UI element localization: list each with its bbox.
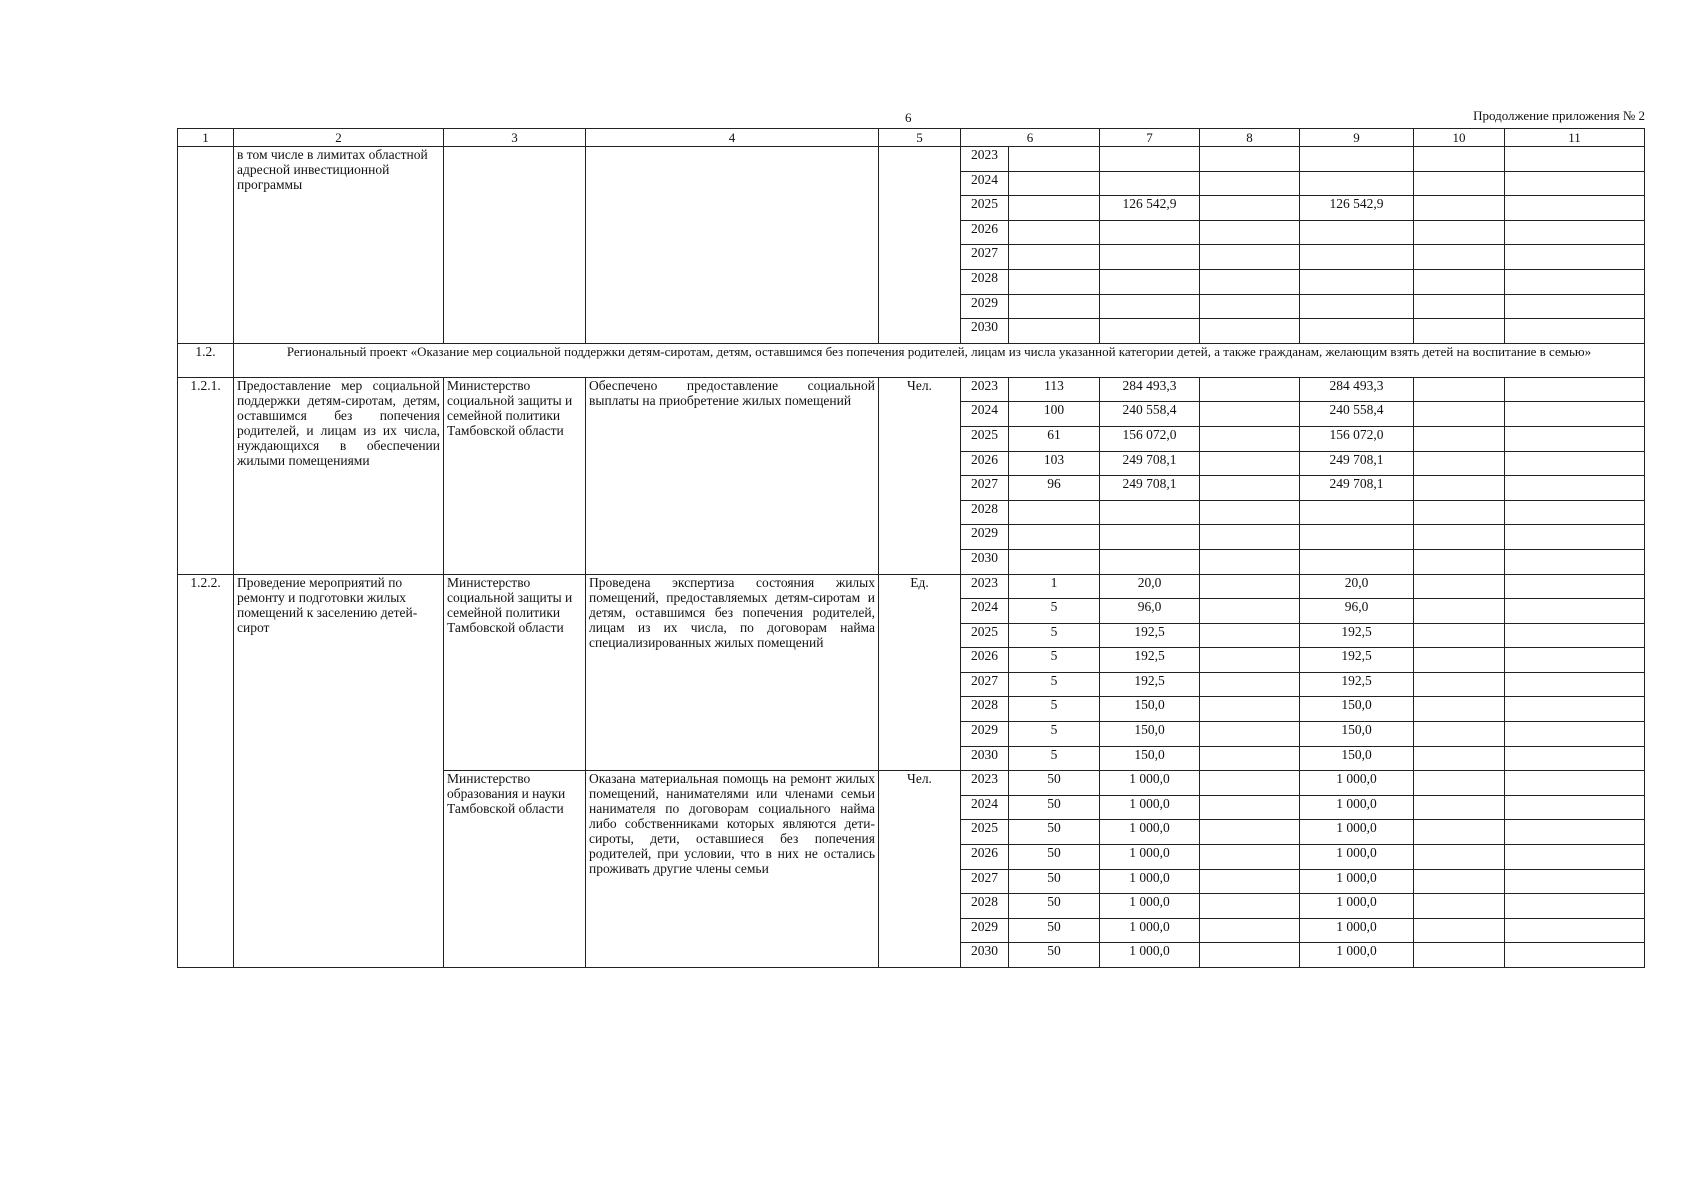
executor-cell: Министерство социальной защиты и семейной политики Тамбовской области bbox=[444, 574, 586, 771]
value-cell-c9 bbox=[1300, 294, 1414, 319]
value-cell-c7 bbox=[1100, 171, 1200, 196]
year-cell: 2025 bbox=[961, 820, 1009, 845]
project-row bbox=[178, 343, 1645, 377]
value-cell-c7: 192,5 bbox=[1100, 648, 1200, 673]
value-cell-c9: 1 000,0 bbox=[1300, 943, 1414, 968]
value-cell-c9 bbox=[1300, 549, 1414, 574]
value-cell-c7: 150,0 bbox=[1100, 697, 1200, 722]
year-cell: 2023 bbox=[961, 147, 1009, 172]
value-cell-c8 bbox=[1200, 672, 1300, 697]
item-name: в том числе в лимитах областной адресной инвестиционной программы bbox=[234, 147, 444, 344]
value-cell-c9: 20,0 bbox=[1300, 574, 1414, 599]
value-cell-c9: 1 000,0 bbox=[1300, 918, 1414, 943]
value-cell-c6 bbox=[1009, 294, 1100, 319]
value-cell-c7: 284 493,3 bbox=[1100, 377, 1200, 402]
executor-cell bbox=[444, 147, 586, 344]
value-cell-c7 bbox=[1100, 294, 1200, 319]
year-cell: 2027 bbox=[961, 245, 1009, 270]
value-cell-c7: 1 000,0 bbox=[1100, 943, 1200, 968]
value-cell-c10 bbox=[1414, 319, 1505, 344]
value-cell-c10 bbox=[1414, 722, 1505, 747]
value-cell-c8 bbox=[1200, 220, 1300, 245]
value-cell-c8 bbox=[1200, 294, 1300, 319]
column-header: 9 bbox=[1300, 129, 1414, 147]
column-header: 8 bbox=[1200, 129, 1300, 147]
value-cell-c8 bbox=[1200, 451, 1300, 476]
value-cell-c11 bbox=[1505, 294, 1645, 319]
value-cell-c6: 61 bbox=[1009, 426, 1100, 451]
value-cell-c7: 249 708,1 bbox=[1100, 476, 1200, 501]
value-cell-c6: 1 bbox=[1009, 574, 1100, 599]
value-cell-c10 bbox=[1414, 820, 1505, 845]
value-cell-c7 bbox=[1100, 500, 1200, 525]
year-cell: 2030 bbox=[961, 549, 1009, 574]
column-header-row bbox=[178, 129, 1645, 147]
value-cell-c11 bbox=[1505, 426, 1645, 451]
value-cell-c10 bbox=[1414, 599, 1505, 624]
value-cell-c9: 1 000,0 bbox=[1300, 820, 1414, 845]
value-cell-c8 bbox=[1200, 894, 1300, 919]
year-cell: 2023 bbox=[961, 771, 1009, 796]
value-cell-c10 bbox=[1414, 220, 1505, 245]
value-cell-c7: 150,0 bbox=[1100, 722, 1200, 747]
value-cell-c11 bbox=[1505, 196, 1645, 221]
value-cell-c6: 50 bbox=[1009, 869, 1100, 894]
year-cell: 2028 bbox=[961, 894, 1009, 919]
table-row bbox=[178, 377, 1645, 402]
value-cell-c6 bbox=[1009, 220, 1100, 245]
value-cell-c8 bbox=[1200, 476, 1300, 501]
value-cell-c11 bbox=[1505, 171, 1645, 196]
item-code: 1.2.2. bbox=[178, 574, 234, 968]
column-header: 1 bbox=[178, 129, 234, 147]
column-header: 6 bbox=[961, 129, 1100, 147]
value-cell-c9: 150,0 bbox=[1300, 697, 1414, 722]
value-cell-c10 bbox=[1414, 648, 1505, 673]
value-cell-c11 bbox=[1505, 549, 1645, 574]
value-cell-c10 bbox=[1414, 795, 1505, 820]
value-cell-c8 bbox=[1200, 648, 1300, 673]
value-cell-c11 bbox=[1505, 574, 1645, 599]
value-cell-c6 bbox=[1009, 245, 1100, 270]
value-cell-c8 bbox=[1200, 795, 1300, 820]
value-cell-c10 bbox=[1414, 476, 1505, 501]
column-header: 3 bbox=[444, 129, 586, 147]
value-cell-c7: 240 558,4 bbox=[1100, 402, 1200, 427]
value-cell-c7: 249 708,1 bbox=[1100, 451, 1200, 476]
year-cell: 2030 bbox=[961, 319, 1009, 344]
page-number: 6 bbox=[905, 110, 912, 125]
result-cell: Обеспечено предоставление социальной выплаты на приобретение жилых помещений bbox=[586, 377, 879, 574]
value-cell-c7 bbox=[1100, 269, 1200, 294]
value-cell-c7: 1 000,0 bbox=[1100, 795, 1200, 820]
value-cell-c10 bbox=[1414, 294, 1505, 319]
table-row bbox=[178, 147, 1645, 172]
value-cell-c7: 1 000,0 bbox=[1100, 894, 1200, 919]
value-cell-c6: 5 bbox=[1009, 623, 1100, 648]
value-cell-c6 bbox=[1009, 171, 1100, 196]
value-cell-c6: 50 bbox=[1009, 845, 1100, 870]
value-cell-c8 bbox=[1200, 245, 1300, 270]
value-cell-c11 bbox=[1505, 697, 1645, 722]
value-cell-c9: 156 072,0 bbox=[1300, 426, 1414, 451]
value-cell-c9: 150,0 bbox=[1300, 746, 1414, 771]
value-cell-c8 bbox=[1200, 943, 1300, 968]
year-cell: 2024 bbox=[961, 599, 1009, 624]
value-cell-c11 bbox=[1505, 648, 1645, 673]
value-cell-c10 bbox=[1414, 869, 1505, 894]
value-cell-c6: 50 bbox=[1009, 795, 1100, 820]
value-cell-c11 bbox=[1505, 820, 1645, 845]
value-cell-c6: 50 bbox=[1009, 894, 1100, 919]
value-cell-c7 bbox=[1100, 245, 1200, 270]
year-cell: 2026 bbox=[961, 648, 1009, 673]
year-cell: 2026 bbox=[961, 845, 1009, 870]
value-cell-c10 bbox=[1414, 196, 1505, 221]
value-cell-c9: 1 000,0 bbox=[1300, 845, 1414, 870]
value-cell-c10 bbox=[1414, 245, 1505, 270]
value-cell-c9: 1 000,0 bbox=[1300, 894, 1414, 919]
result-cell: Проведена экспертиза состояния жилых помещений, предоставляемых детям-сиротам и детям, оставшимся без попечения родителей, лицам из их числа, по договорам найма специализированных жилых помещений bbox=[586, 574, 879, 771]
value-cell-c11 bbox=[1505, 319, 1645, 344]
value-cell-c7 bbox=[1100, 319, 1200, 344]
value-cell-c10 bbox=[1414, 525, 1505, 550]
value-cell-c11 bbox=[1505, 476, 1645, 501]
value-cell-c10 bbox=[1414, 771, 1505, 796]
value-cell-c8 bbox=[1200, 426, 1300, 451]
program-table bbox=[177, 128, 1645, 968]
item-name: Проведение мероприятий по ремонту и подготовки жилых помещений к заселению детей-сирот bbox=[234, 574, 444, 968]
value-cell-c8 bbox=[1200, 269, 1300, 294]
value-cell-c7 bbox=[1100, 147, 1200, 172]
value-cell-c10 bbox=[1414, 697, 1505, 722]
value-cell-c6: 5 bbox=[1009, 697, 1100, 722]
value-cell-c8 bbox=[1200, 377, 1300, 402]
value-cell-c11 bbox=[1505, 269, 1645, 294]
value-cell-c10 bbox=[1414, 451, 1505, 476]
value-cell-c6: 5 bbox=[1009, 722, 1100, 747]
value-cell-c8 bbox=[1200, 147, 1300, 172]
value-cell-c9: 126 542,9 bbox=[1300, 196, 1414, 221]
value-cell-c10 bbox=[1414, 549, 1505, 574]
value-cell-c9: 249 708,1 bbox=[1300, 451, 1414, 476]
value-cell-c8 bbox=[1200, 402, 1300, 427]
value-cell-c9 bbox=[1300, 319, 1414, 344]
value-cell-c6: 5 bbox=[1009, 599, 1100, 624]
column-header: 10 bbox=[1414, 129, 1505, 147]
value-cell-c6: 50 bbox=[1009, 918, 1100, 943]
value-cell-c8 bbox=[1200, 574, 1300, 599]
year-cell: 2030 bbox=[961, 943, 1009, 968]
value-cell-c10 bbox=[1414, 672, 1505, 697]
value-cell-c8 bbox=[1200, 549, 1300, 574]
value-cell-c10 bbox=[1414, 269, 1505, 294]
value-cell-c10 bbox=[1414, 623, 1505, 648]
value-cell-c6 bbox=[1009, 525, 1100, 550]
value-cell-c6: 50 bbox=[1009, 820, 1100, 845]
value-cell-c9 bbox=[1300, 245, 1414, 270]
value-cell-c11 bbox=[1505, 722, 1645, 747]
value-cell-c10 bbox=[1414, 402, 1505, 427]
year-cell: 2028 bbox=[961, 269, 1009, 294]
value-cell-c6 bbox=[1009, 500, 1100, 525]
value-cell-c9: 96,0 bbox=[1300, 599, 1414, 624]
continuation-label: Продолжение приложения № 2 bbox=[1473, 108, 1645, 123]
value-cell-c10 bbox=[1414, 746, 1505, 771]
value-cell-c6: 50 bbox=[1009, 771, 1100, 796]
value-cell-c11 bbox=[1505, 869, 1645, 894]
value-cell-c11 bbox=[1505, 525, 1645, 550]
value-cell-c7: 192,5 bbox=[1100, 672, 1200, 697]
value-cell-c9: 192,5 bbox=[1300, 623, 1414, 648]
value-cell-c8 bbox=[1200, 771, 1300, 796]
result-cell: Оказана материальная помощь на ремонт жилых помещений, нанимателями или членами семьи нанимателя по договорам социального найма либо собственниками которых являются дети-сироты, дети, оставшиеся без попечения родителей, при условии, что в них не остались проживать другие члены семьи bbox=[586, 771, 879, 968]
value-cell-c10 bbox=[1414, 426, 1505, 451]
year-cell: 2024 bbox=[961, 795, 1009, 820]
project-section bbox=[178, 343, 1645, 377]
value-cell-c11 bbox=[1505, 500, 1645, 525]
value-cell-c7: 20,0 bbox=[1100, 574, 1200, 599]
value-cell-c10 bbox=[1414, 894, 1505, 919]
value-cell-c8 bbox=[1200, 171, 1300, 196]
value-cell-c11 bbox=[1505, 795, 1645, 820]
value-cell-c9: 150,0 bbox=[1300, 722, 1414, 747]
value-cell-c6 bbox=[1009, 269, 1100, 294]
result-cell bbox=[586, 147, 879, 344]
value-cell-c6 bbox=[1009, 549, 1100, 574]
value-cell-c6: 5 bbox=[1009, 648, 1100, 673]
value-cell-c11 bbox=[1505, 771, 1645, 796]
value-cell-c10 bbox=[1414, 845, 1505, 870]
value-cell-c6 bbox=[1009, 147, 1100, 172]
year-cell: 2029 bbox=[961, 918, 1009, 943]
year-cell: 2025 bbox=[961, 426, 1009, 451]
value-cell-c9 bbox=[1300, 147, 1414, 172]
year-cell: 2024 bbox=[961, 402, 1009, 427]
value-cell-c6: 103 bbox=[1009, 451, 1100, 476]
block2 bbox=[178, 574, 1645, 968]
value-cell-c9 bbox=[1300, 220, 1414, 245]
item-code: 1.2.1. bbox=[178, 377, 234, 574]
value-cell-c8 bbox=[1200, 500, 1300, 525]
value-cell-c7: 1 000,0 bbox=[1100, 869, 1200, 894]
project-title: Региональный проект «Оказание мер социальной поддержки детям-сиротам, детям, оставшимся без попечения родителей, лицам из числа указанной категории детей, а также гражданам, желающим взять детей на воспитание в семью» bbox=[234, 343, 1645, 377]
value-cell-c8 bbox=[1200, 623, 1300, 648]
year-cell: 2024 bbox=[961, 171, 1009, 196]
value-cell-c7 bbox=[1100, 525, 1200, 550]
year-cell: 2028 bbox=[961, 697, 1009, 722]
value-cell-c10 bbox=[1414, 918, 1505, 943]
value-cell-c8 bbox=[1200, 722, 1300, 747]
year-cell: 2029 bbox=[961, 294, 1009, 319]
value-cell-c8 bbox=[1200, 196, 1300, 221]
value-cell-c10 bbox=[1414, 574, 1505, 599]
value-cell-c6 bbox=[1009, 319, 1100, 344]
value-cell-c11 bbox=[1505, 599, 1645, 624]
value-cell-c8 bbox=[1200, 845, 1300, 870]
value-cell-c6: 5 bbox=[1009, 746, 1100, 771]
column-header: 2 bbox=[234, 129, 444, 147]
year-cell: 2023 bbox=[961, 574, 1009, 599]
value-cell-c11 bbox=[1505, 402, 1645, 427]
value-cell-c10 bbox=[1414, 377, 1505, 402]
value-cell-c9: 240 558,4 bbox=[1300, 402, 1414, 427]
value-cell-c9 bbox=[1300, 500, 1414, 525]
year-cell: 2028 bbox=[961, 500, 1009, 525]
value-cell-c11 bbox=[1505, 943, 1645, 968]
value-cell-c11 bbox=[1505, 220, 1645, 245]
value-cell-c9: 192,5 bbox=[1300, 672, 1414, 697]
value-cell-c10 bbox=[1414, 500, 1505, 525]
year-cell: 2025 bbox=[961, 623, 1009, 648]
value-cell-c11 bbox=[1505, 672, 1645, 697]
value-cell-c6: 5 bbox=[1009, 672, 1100, 697]
value-cell-c9: 249 708,1 bbox=[1300, 476, 1414, 501]
value-cell-c9: 1 000,0 bbox=[1300, 771, 1414, 796]
unit-cell: Чел. bbox=[879, 377, 961, 574]
block1 bbox=[178, 377, 1645, 574]
column-header: 5 bbox=[879, 129, 961, 147]
year-cell: 2023 bbox=[961, 377, 1009, 402]
item-name: Предоставление мер социальной поддержки детям-сиротам, детям, оставшимся без попечения родителей, и лицам из их числа, нуждающихся в обеспечении жилыми помещениями bbox=[234, 377, 444, 574]
value-cell-c7 bbox=[1100, 549, 1200, 574]
column-header: 7 bbox=[1100, 129, 1200, 147]
value-cell-c11 bbox=[1505, 894, 1645, 919]
value-cell-c9: 192,5 bbox=[1300, 648, 1414, 673]
unit-cell: Ед. bbox=[879, 574, 961, 771]
value-cell-c6: 113 bbox=[1009, 377, 1100, 402]
year-cell: 2027 bbox=[961, 869, 1009, 894]
value-cell-c8 bbox=[1200, 746, 1300, 771]
value-cell-c9 bbox=[1300, 171, 1414, 196]
year-cell: 2030 bbox=[961, 746, 1009, 771]
value-cell-c11 bbox=[1505, 746, 1645, 771]
block0 bbox=[178, 147, 1645, 344]
year-cell: 2027 bbox=[961, 476, 1009, 501]
value-cell-c7: 126 542,9 bbox=[1100, 196, 1200, 221]
value-cell-c9: 1 000,0 bbox=[1300, 795, 1414, 820]
column-header: 11 bbox=[1505, 129, 1645, 147]
value-cell-c8 bbox=[1200, 697, 1300, 722]
executor-cell: Министерство образования и науки Тамбовской области bbox=[444, 771, 586, 968]
value-cell-c9 bbox=[1300, 269, 1414, 294]
year-cell: 2027 bbox=[961, 672, 1009, 697]
unit-cell: Чел. bbox=[879, 771, 961, 968]
value-cell-c7: 192,5 bbox=[1100, 623, 1200, 648]
value-cell-c7: 1 000,0 bbox=[1100, 845, 1200, 870]
value-cell-c11 bbox=[1505, 451, 1645, 476]
year-cell: 2026 bbox=[961, 451, 1009, 476]
value-cell-c9: 284 493,3 bbox=[1300, 377, 1414, 402]
value-cell-c11 bbox=[1505, 377, 1645, 402]
value-cell-c7: 1 000,0 bbox=[1100, 820, 1200, 845]
value-cell-c11 bbox=[1505, 918, 1645, 943]
year-cell: 2029 bbox=[961, 525, 1009, 550]
value-cell-c10 bbox=[1414, 171, 1505, 196]
value-cell-c7: 1 000,0 bbox=[1100, 918, 1200, 943]
value-cell-c11 bbox=[1505, 147, 1645, 172]
year-cell: 2025 bbox=[961, 196, 1009, 221]
value-cell-c8 bbox=[1200, 918, 1300, 943]
table-row bbox=[178, 574, 1645, 599]
value-cell-c8 bbox=[1200, 319, 1300, 344]
value-cell-c7: 1 000,0 bbox=[1100, 771, 1200, 796]
value-cell-c6: 100 bbox=[1009, 402, 1100, 427]
value-cell-c6 bbox=[1009, 196, 1100, 221]
code-cell bbox=[178, 147, 234, 344]
unit-cell bbox=[879, 147, 961, 344]
value-cell-c11 bbox=[1505, 245, 1645, 270]
value-cell-c10 bbox=[1414, 943, 1505, 968]
value-cell-c8 bbox=[1200, 869, 1300, 894]
value-cell-c7: 150,0 bbox=[1100, 746, 1200, 771]
value-cell-c10 bbox=[1414, 147, 1505, 172]
value-cell-c7: 156 072,0 bbox=[1100, 426, 1200, 451]
executor-cell: Министерство социальной защиты и семейной политики Тамбовской области bbox=[444, 377, 586, 574]
value-cell-c9 bbox=[1300, 525, 1414, 550]
value-cell-c6: 96 bbox=[1009, 476, 1100, 501]
value-cell-c7 bbox=[1100, 220, 1200, 245]
value-cell-c11 bbox=[1505, 845, 1645, 870]
value-cell-c11 bbox=[1505, 623, 1645, 648]
year-cell: 2029 bbox=[961, 722, 1009, 747]
project-code: 1.2. bbox=[178, 343, 234, 377]
value-cell-c6: 50 bbox=[1009, 943, 1100, 968]
column-header: 4 bbox=[586, 129, 879, 147]
value-cell-c8 bbox=[1200, 525, 1300, 550]
value-cell-c7: 96,0 bbox=[1100, 599, 1200, 624]
value-cell-c8 bbox=[1200, 599, 1300, 624]
year-cell: 2026 bbox=[961, 220, 1009, 245]
value-cell-c8 bbox=[1200, 820, 1300, 845]
value-cell-c9: 1 000,0 bbox=[1300, 869, 1414, 894]
